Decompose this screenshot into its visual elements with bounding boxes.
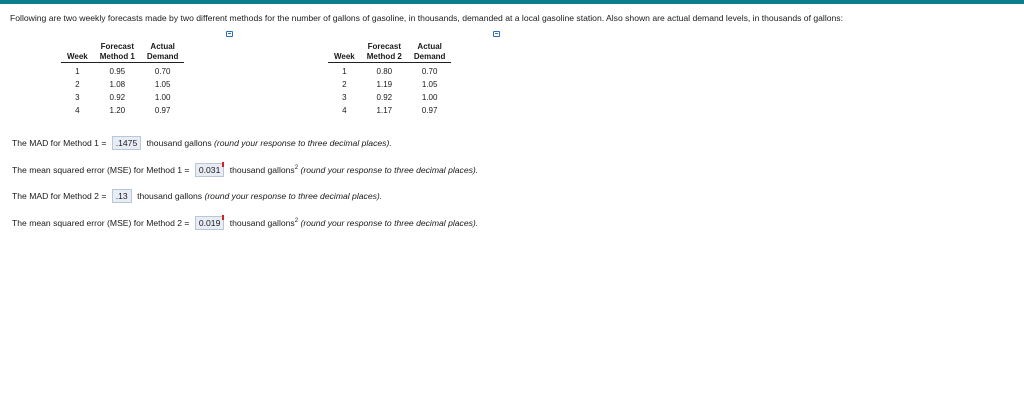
answer-box-mad-2[interactable]: .13 — [112, 189, 132, 203]
question-label: The MAD for Method 2 = — [12, 191, 107, 201]
table-cell: 0.92 — [376, 93, 393, 102]
table-row — [328, 104, 451, 117]
unit-label: thousand gallons — [229, 218, 295, 228]
problem-intro: Following are two weekly forecasts made by two different methods for the number of gallons of gasoline, in thousands, demanded at a local gasoline station. Also shown are actual demand levels, in thousands of gallons: — [10, 13, 843, 23]
table-cell: 1 — [75, 67, 80, 76]
table-cell: 1 — [342, 67, 347, 76]
table-cell: 0.92 — [109, 93, 126, 102]
table-row — [61, 63, 184, 79]
question-mse-method-1 — [12, 163, 478, 177]
table-cell: 1.05 — [421, 80, 438, 89]
question-mse-method-2 — [12, 216, 478, 230]
question-mad-method-2 — [12, 189, 382, 203]
copy-data-icon[interactable] — [493, 31, 500, 37]
table-cell: 0.97 — [154, 106, 171, 115]
flag-icon — [222, 215, 224, 220]
column-header: Forecast Method 1 — [94, 42, 141, 63]
column-header: Actual Demand — [408, 42, 452, 63]
table-cell: 4 — [75, 106, 80, 115]
column-header: Week — [328, 42, 361, 63]
rounding-hint: (round your response to three decimal places). — [300, 218, 479, 228]
unit-label: thousand gallons — [137, 191, 203, 201]
table-cell: 1.19 — [376, 80, 393, 89]
table-cell: 2 — [75, 80, 80, 89]
rounding-hint: (round your response to three decimal places). — [204, 191, 383, 201]
table-cell: 1.08 — [109, 80, 126, 89]
question-label: The MAD for Method 1 = — [12, 138, 107, 148]
table-cell: 3 — [342, 93, 347, 102]
rounding-hint: (round your response to three decimal places). — [300, 165, 479, 175]
flag-icon — [222, 162, 224, 167]
answer-box-mad-1[interactable]: .1475 — [112, 136, 142, 150]
question-label: The mean squared error (MSE) for Method 2 = — [12, 218, 190, 228]
table-row — [61, 91, 184, 104]
column-header: Actual Demand — [141, 42, 185, 63]
table-row — [328, 63, 451, 79]
table-cell: 3 — [75, 93, 80, 102]
rounding-hint: (round your response to three decimal places). — [214, 138, 392, 148]
unit-exponent: 2 — [294, 165, 299, 172]
unit-label: thousand gallons — [229, 165, 295, 175]
table-cell: 2 — [342, 80, 347, 89]
forecast-table-method-2 — [328, 42, 451, 117]
table-cell: 4 — [342, 106, 347, 115]
table-cell: 0.70 — [154, 67, 171, 76]
table-cell: 0.95 — [109, 67, 126, 76]
answer-box-mse-1[interactable]: 0.031 — [195, 163, 225, 177]
forecast-table-method-1 — [61, 42, 184, 117]
table-row — [61, 78, 184, 91]
table-row — [61, 104, 184, 117]
table-cell: 1.00 — [421, 93, 438, 102]
table-cell: 0.80 — [376, 67, 393, 76]
table-cell: 0.97 — [421, 106, 438, 115]
table-cell: 1.00 — [154, 93, 171, 102]
table-header-row — [328, 42, 451, 63]
unit-label: thousand gallons — [146, 138, 212, 148]
table-header-row — [61, 42, 184, 63]
table-row — [328, 78, 451, 91]
table-cell: 1.17 — [376, 106, 393, 115]
top-accent-bar — [0, 0, 1024, 4]
table-row — [328, 91, 451, 104]
answer-box-mse-2[interactable]: 0.019 — [195, 216, 225, 230]
column-header: Forecast Method 2 — [361, 42, 408, 63]
question-label: The mean squared error (MSE) for Method 1 = — [12, 165, 190, 175]
table-cell: 1.05 — [154, 80, 171, 89]
table-cell: 0.70 — [421, 67, 438, 76]
copy-data-icon[interactable] — [226, 31, 233, 37]
unit-exponent: 2 — [294, 218, 299, 225]
question-mad-method-1 — [12, 136, 392, 150]
table-cell: 1.20 — [109, 106, 126, 115]
column-header: Week — [61, 42, 94, 63]
